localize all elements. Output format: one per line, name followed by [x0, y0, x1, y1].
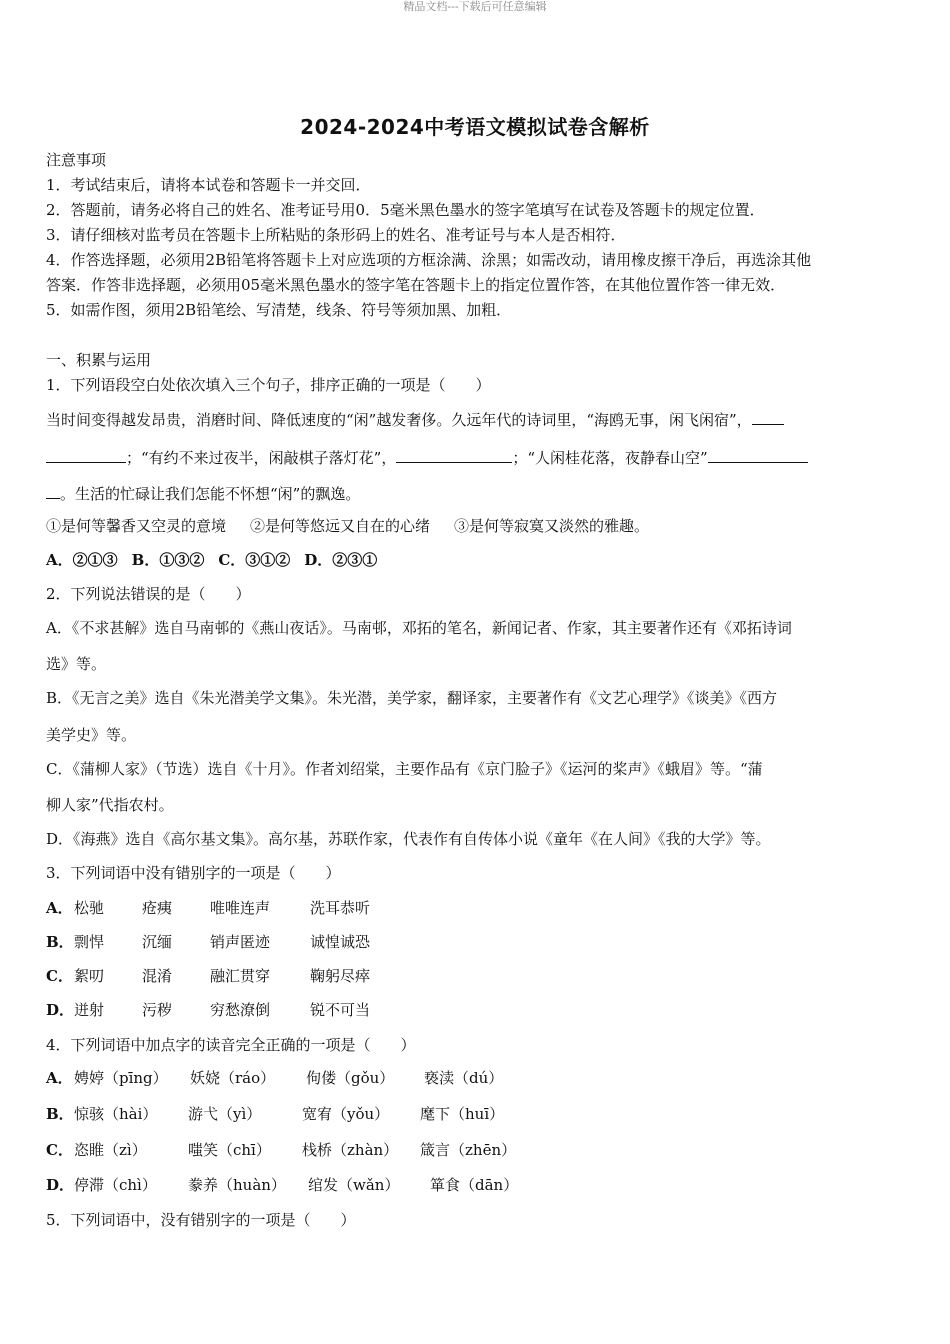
question-4-stem: 4．下列词语中加点字的读音完全正确的一项是（ ）	[46, 1036, 416, 1054]
option-letter: B．	[46, 933, 74, 951]
sentence-option: ②是何等悠远又自在的心绪	[250, 517, 431, 535]
notice-heading: 注意事项	[46, 151, 107, 169]
notice-item: 答案．作答非选择题，必须用05毫米黑色墨水的签字笔在答题卡上的指定位置作答，在其他位置作答一律无效．	[46, 276, 786, 294]
pinyin-item: 游弋（yì）	[188, 1105, 262, 1123]
pinyin-item: 停滞（chì）	[74, 1176, 157, 1194]
document-title: 2024-2024中考语文模拟试卷含解析	[300, 115, 650, 139]
question-4-option-c[interactable]	[46, 1140, 516, 1160]
word: 松驰	[74, 899, 105, 917]
pinyin-item: 娉婷（pīng）	[74, 1069, 168, 1087]
word: 剽悍	[74, 933, 105, 951]
option-letter: D．	[46, 1176, 75, 1194]
watermark: 精品文档---下载后可任意编辑	[403, 0, 547, 13]
option-letter: C．	[46, 1141, 73, 1159]
question-1-passage-line2	[46, 447, 808, 468]
question-2-option-c[interactable]: C．《蒲柳人家》（节选）选自《十月》。作者刘绍棠，主要作品有《京门脸子》《运河的桨声》《蛾眉》等。“蒲	[46, 760, 763, 778]
option-letter: A．	[46, 1069, 73, 1087]
option-letter: D．	[46, 1001, 75, 1019]
question-4-option-b[interactable]	[46, 1104, 504, 1124]
word: 穷愁潦倒	[210, 1001, 271, 1019]
pinyin-item: 箪食（dān）	[430, 1176, 519, 1194]
passage-text: 。生活的忙碌让我们怎能不怀想“闲”的飘逸。	[60, 485, 361, 503]
word: 鞠躬尽瘁	[310, 967, 371, 985]
question-2-option-b[interactable]: B．《无言之美》选自《朱光潜美学文集》。朱光潜，美学家，翻译家，主要著作有《文艺心理学》《谈美》《西方	[46, 689, 778, 707]
word: 唯唯连声	[210, 899, 271, 917]
pinyin-item: 栈桥（zhàn）	[302, 1141, 399, 1159]
question-1-stem: 1．下列语段空白处依次填入三个句子，排序正确的一项是（ ）	[46, 376, 491, 394]
word: 迸射	[74, 1001, 105, 1019]
answer-blank	[46, 483, 60, 499]
question-3-option-d[interactable]	[46, 1000, 370, 1020]
question-3-stem: 3．下列词语中没有错别字的一项是（ ）	[46, 864, 341, 882]
question-1-passage-line1	[46, 409, 784, 430]
answer-option-d[interactable]: D．②③①	[304, 551, 378, 569]
question-2-option-a[interactable]: A．《不求甚解》选自马南邨的《燕山夜话》。马南邨，邓拓的笔名，新闻记者、作家，其主要著作还有《邓拓诗词	[46, 619, 792, 637]
notice-item: 4．作答选择题，必须用2B铅笔将答题卡上对应选项的方框涂满、涂黑；如需改动，请用橡皮擦干净后，再选涂其他	[46, 251, 812, 269]
question-3-option-b[interactable]	[46, 932, 370, 952]
pinyin-item: 麾下（huī）	[420, 1105, 505, 1123]
word: 洗耳恭听	[310, 899, 371, 917]
word: 沉缅	[142, 933, 173, 951]
question-4-option-a[interactable]	[46, 1068, 503, 1088]
pinyin-item: 豢养（huàn）	[188, 1176, 286, 1194]
pinyin-item: 佝偻（gǒu）	[306, 1069, 395, 1087]
answer-blank	[708, 447, 808, 463]
word: 诚惶诚恐	[310, 933, 371, 951]
answer-option-c[interactable]: C．③①②	[218, 551, 291, 569]
question-2-option-d[interactable]: D．《海燕》选自《高尔基文集》。高尔基，苏联作家，代表作有自传体小说《童年《在人间》《我的大学》等。	[46, 830, 771, 848]
sentence-option: ③是何等寂寞又淡然的雅趣。	[454, 517, 650, 535]
word: 混淆	[142, 967, 173, 985]
answer-option-b[interactable]: B．①③②	[131, 551, 205, 569]
notice-item: 1．考试结束后，请将本试卷和答题卡一并交回．	[46, 176, 371, 194]
pinyin-item: 嗤笑（chī）	[188, 1141, 271, 1159]
answer-blank	[46, 447, 126, 463]
answer-blank	[752, 409, 784, 425]
option-letter: A．	[46, 899, 73, 917]
passage-text: 当时间变得越发昂贵，消磨时间、降低速度的“闲”越发奢侈。久远年代的诗词里，“海鸥无事，闲飞闲宿”，	[46, 411, 752, 429]
question-2-option-b-cont: 美学史》等。	[46, 726, 137, 744]
question-5-stem: 5．下列词语中，没有错别字的一项是（ ）	[46, 1211, 356, 1229]
pinyin-item: 绾发（wǎn）	[308, 1176, 400, 1194]
pinyin-item: 亵渎（dú）	[424, 1069, 504, 1087]
pinyin-item: 惊骇（hài）	[74, 1105, 158, 1123]
word: 絮叨	[74, 967, 105, 985]
sentence-option: ①是何等馨香又空灵的意境	[46, 517, 227, 535]
question-1-options	[46, 550, 377, 570]
question-1-passage-line3	[46, 483, 360, 504]
notice-item: 5．如需作图，须用2B铅笔绘、写清楚，线条、符号等须加黑、加粗．	[46, 301, 512, 319]
pinyin-item: 宽宥（yǒu）	[302, 1105, 390, 1123]
question-2-option-c-cont: 柳人家”代指农村。	[46, 796, 174, 814]
passage-text: ；“有约不来过夜半，闲敲棋子落灯花”，	[126, 449, 397, 467]
notice-item: 3．请仔细核对监考员在答题卡上所粘贴的条形码上的姓名、准考证号与本人是否相符．	[46, 226, 626, 244]
question-1-sentences	[46, 516, 649, 536]
notice-section	[46, 148, 902, 323]
word: 融汇贯穿	[210, 967, 271, 985]
question-3-option-c[interactable]	[46, 966, 370, 986]
question-2-stem: 2．下列说法错误的是（ ）	[46, 585, 251, 603]
word: 疮痍	[142, 899, 173, 917]
pinyin-item: 妖娆（ráo）	[190, 1069, 276, 1087]
answer-option-a[interactable]: A．②①③	[46, 551, 118, 569]
question-2-option-a-cont: 选》等。	[46, 655, 107, 673]
pinyin-item: 箴言（zhēn）	[420, 1141, 517, 1159]
question-4-option-d[interactable]	[46, 1175, 518, 1195]
option-letter: C．	[46, 967, 73, 985]
pinyin-item: 恣睢（zì）	[74, 1141, 147, 1159]
question-3-option-a[interactable]	[46, 898, 370, 918]
word: 锐不可当	[310, 1001, 371, 1019]
word: 污秽	[142, 1001, 173, 1019]
notice-item: 2．答题前，请务必将自己的姓名、准考证号用0．5毫米黑色墨水的签字笔填写在试卷及答题卡的规定位置．	[46, 201, 765, 219]
word: 销声匿迹	[210, 933, 271, 951]
option-letter: B．	[46, 1105, 74, 1123]
answer-blank	[396, 447, 512, 463]
section-heading: 一、积累与运用	[46, 351, 152, 369]
passage-text: ；“人闲桂花落，夜静春山空”	[512, 449, 708, 467]
